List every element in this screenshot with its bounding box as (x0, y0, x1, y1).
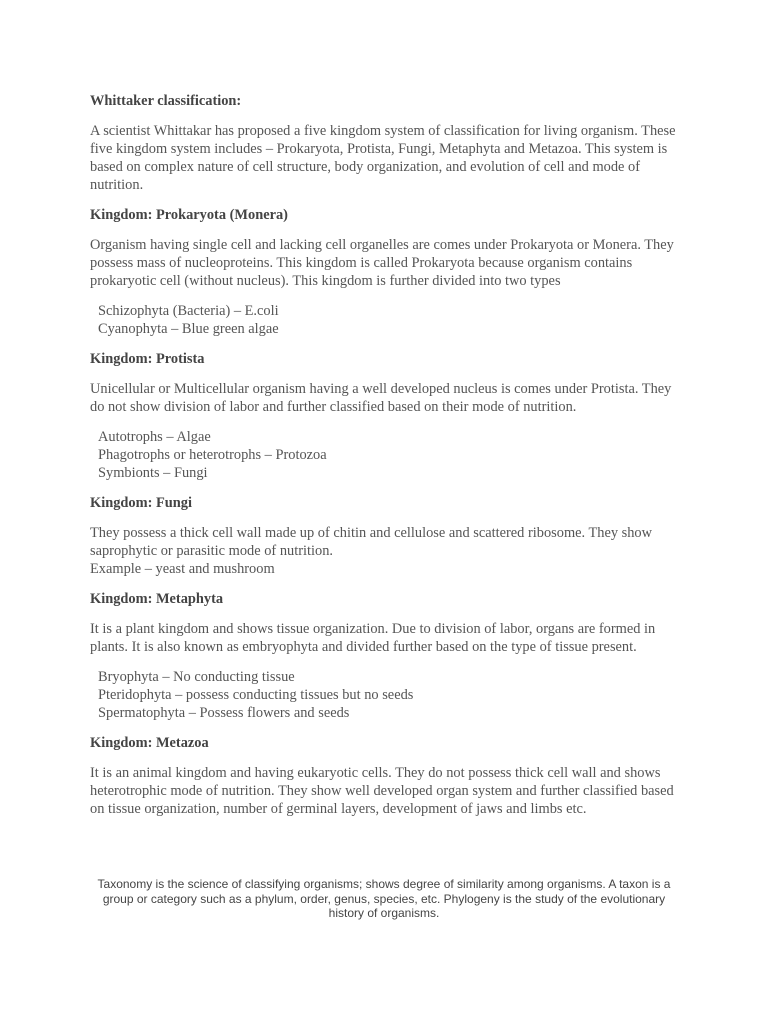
list-item: Symbionts – Fungi (98, 465, 208, 481)
fungi-paragraph (90, 524, 682, 578)
fungi-example: Example – yeast and mushroom (90, 561, 275, 577)
list-item: Spermatophyta – Possess flowers and seeds (98, 705, 350, 721)
metaphyta-paragraph: It is a plant kingdom and shows tissue organization. Due to division of labor, organs are formed in plants. It is also known as embryophyta and divided further based on the type of tissue present. (90, 621, 656, 655)
taxonomy-caption: Taxonomy is the science of classifying organisms; shows degree of similarity among organisms. A taxon is a group or category such as a phylum, order, genus, species, etc. Phylogeny is the study of the evolutionary history of organisms. (97, 877, 671, 920)
fungi-text: They possess a thick cell wall made up of chitin and cellulose and scattered ribosome. They show saprophytic or parasitic mode of nutrition. (90, 525, 653, 559)
document-body (90, 92, 682, 830)
list-item: Phagotrophs or heterotrophs – Protozoa (98, 447, 327, 463)
prokaryota-list (90, 302, 682, 338)
document-title: Whittaker classification: (90, 93, 242, 109)
fungi-heading: Kingdom: Fungi (90, 495, 192, 511)
metaphyta-list (90, 668, 682, 722)
protista-list (90, 428, 682, 482)
list-item: Schizophyta (Bacteria) – E.coli (98, 303, 279, 319)
list-item: Autotrophs – Algae (98, 429, 211, 445)
intro-paragraph: A scientist Whittakar has proposed a five kingdom system of classification for living organism. These five kingdom system includes – Prokaryota, Protista, Fungi, Metaphyta and Metazoa. This system is based on complex nature of cell structure, body organization, and evolution of cell and mode of nutrition. (90, 123, 676, 193)
list-item: Pteridophyta – possess conducting tissues but no seeds (98, 687, 414, 703)
prokaryota-heading: Kingdom: Prokaryota (Monera) (90, 207, 288, 223)
protista-paragraph: Unicellular or Multicellular organism having a well developed nucleus is comes under Protista. They do not show division of labor and further classified based on their mode of nutrition. (90, 381, 672, 415)
protista-heading: Kingdom: Protista (90, 351, 205, 367)
list-item: Bryophyta – No conducting tissue (98, 669, 295, 685)
metazoa-heading: Kingdom: Metazoa (90, 735, 209, 751)
metaphyta-heading: Kingdom: Metaphyta (90, 591, 224, 607)
prokaryota-paragraph: Organism having single cell and lacking cell organelles are comes under Prokaryota or Monera. They possess mass of nucleoproteins. This kingdom is called Prokaryota because organism contains prokaryotic cell (without nucleus). This kingdom is further divided into two types (90, 237, 674, 289)
list-item: Cyanophyta – Blue green algae (98, 321, 279, 337)
metazoa-paragraph: It is an animal kingdom and having eukaryotic cells. They do not possess thick cell wall and shows heterotrophic mode of nutrition. They show well developed organ system and further classified based on tissue organization, number of germinal layers, development of jaws and limbs etc. (90, 765, 674, 817)
